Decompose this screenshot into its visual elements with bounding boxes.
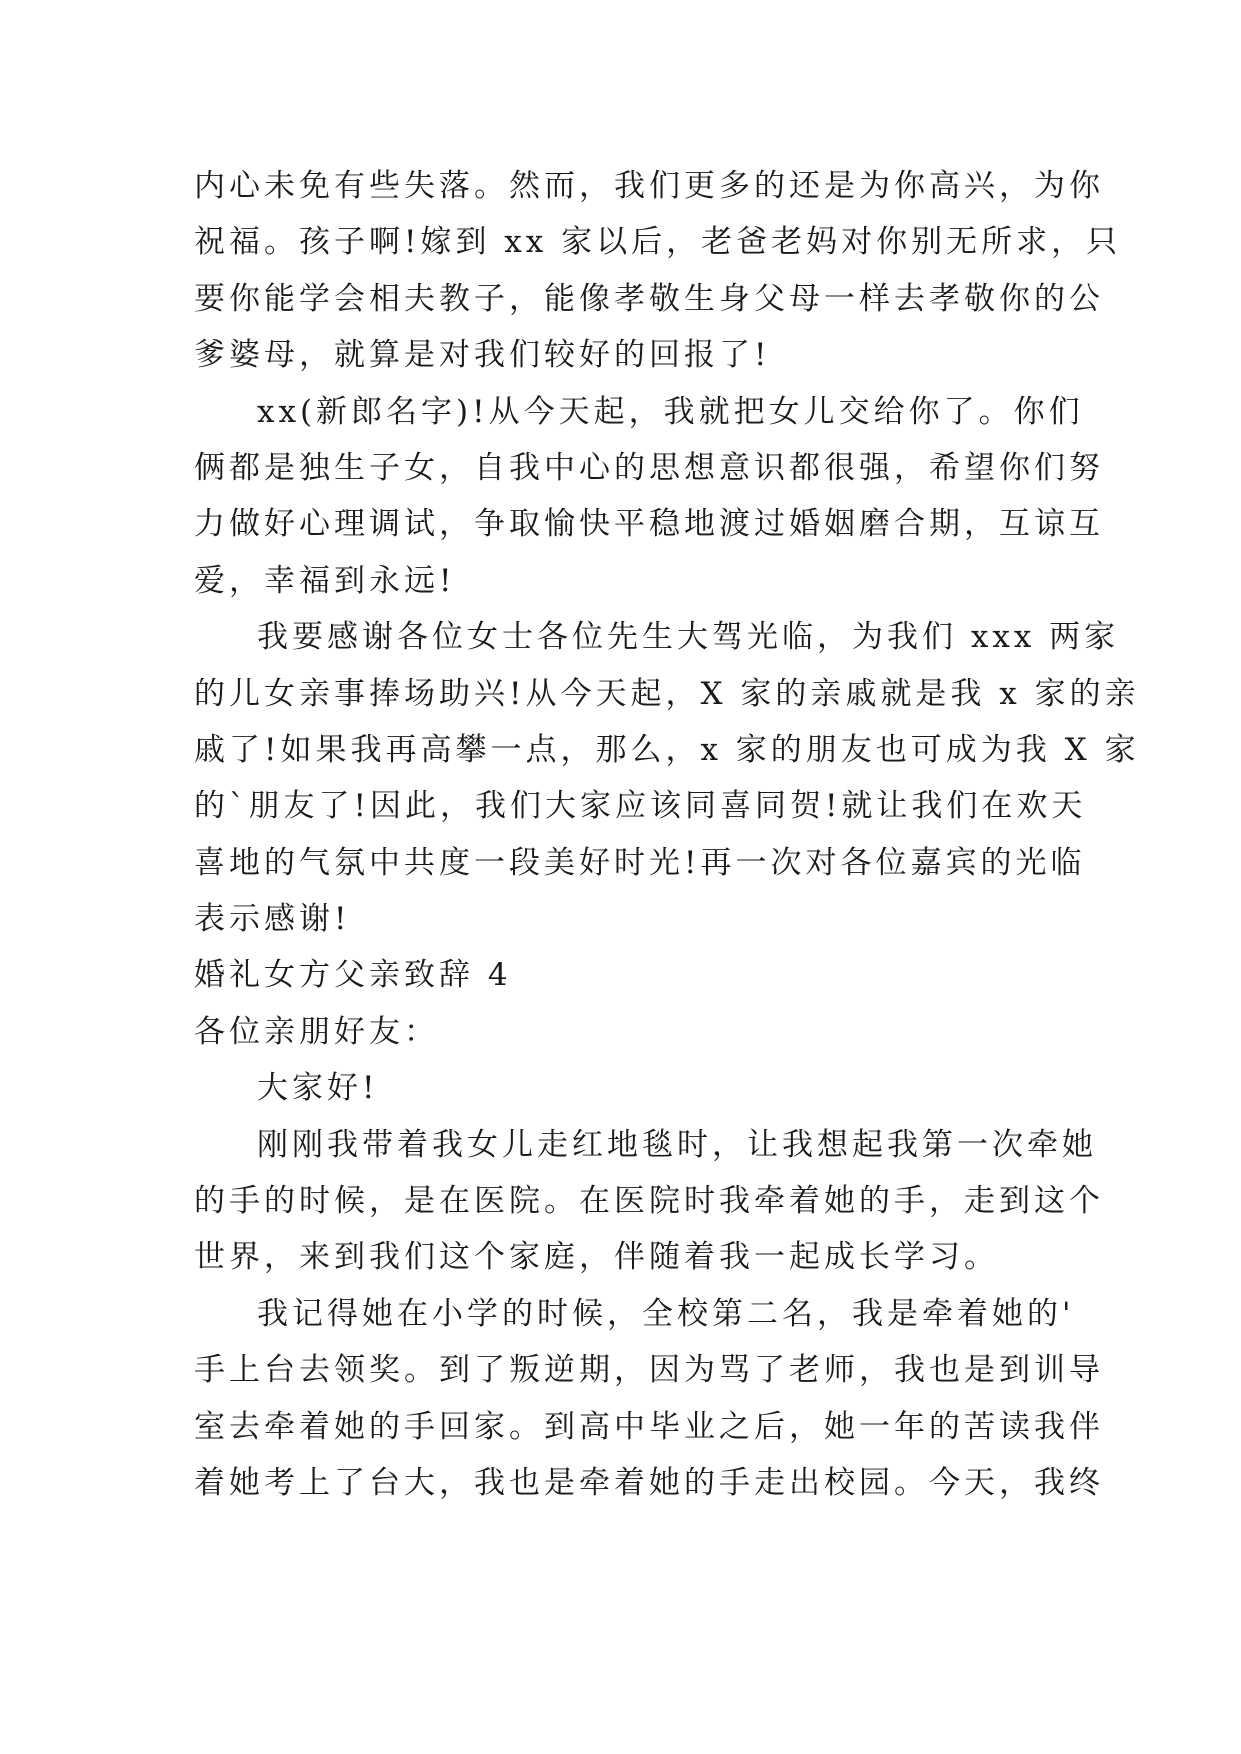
- paragraph-line: 的手的时候，是在医院。在医院时我牵着她的手，走到这个: [194, 1183, 1104, 1220]
- paragraph-line: 内心未免有些失落。然而，我们更多的还是为你高兴，为你: [194, 168, 1104, 204]
- paragraph-line: 刚刚我带着我女儿走红地毯时，让我想起我第一次牵她: [257, 1126, 1097, 1163]
- paragraph-line: 手上台去领奖。到了叛逆期，因为骂了老师，我也是到训导: [194, 1352, 1104, 1389]
- section-heading: 婚礼女方父亲致辞 4: [194, 957, 512, 994]
- paragraph-line: 喜地的气氛中共度一段美好时光!再一次对各位嘉宾的光临: [194, 844, 1086, 881]
- paragraph-line: 表示感谢!: [194, 901, 351, 938]
- paragraph-line: 爹婆母，就算是对我们较好的回报了!: [194, 337, 771, 374]
- paragraph-line: 的儿女亲事捧场助兴!从今天起，X 家的亲戚就是我 x 家的亲: [194, 675, 1140, 712]
- paragraph-line: 室去牵着她的手回家。到高中毕业之后，她一年的苦读我伴: [194, 1408, 1104, 1445]
- paragraph-line: 要你能学会相夫教子，能像孝敬生身父母一样去孝敬你的公: [194, 280, 1104, 317]
- paragraph-line: 的`朋友了!因此，我们大家应该同喜同贺!就让我们在欢天: [194, 788, 1087, 825]
- paragraph-line: 我记得她在小学的时候，全校第二名，我是牵着她的': [257, 1295, 1075, 1332]
- paragraph-line: 戚了!如果我再高攀一点，那么，x 家的朋友也可成为我 X 家: [194, 731, 1140, 768]
- paragraph-line: 着她考上了台大，我也是牵着她的手走出校园。今天，我终: [194, 1464, 1104, 1501]
- paragraph-line: 祝福。孩子啊!嫁到 xx 家以后，老爸老妈对你别无所求，只: [194, 224, 1122, 261]
- paragraph-line: 世界，来到我们这个家庭，伴随着我一起成长学习。: [194, 1239, 999, 1276]
- paragraph-line: 爱，幸福到永远!: [194, 562, 456, 599]
- paragraph-line: 我要感谢各位女士各位先生大驾光临，为我们 xxx 两家: [257, 619, 1120, 656]
- greeting: 大家好!: [257, 1070, 379, 1107]
- paragraph-line: xx(新郎名字)!从今天起，我就把女儿交给你了。你们: [257, 393, 1084, 430]
- salutation: 各位亲朋好友：: [194, 1013, 439, 1050]
- body-text: [194, 158, 1140, 1511]
- paragraph-line: 俩都是独生子女，自我中心的思想意识都很强，希望你们努: [194, 449, 1104, 486]
- paragraph-line: 力做好心理调试，争取愉快平稳地渡过婚姻磨合期，互谅互: [194, 506, 1104, 543]
